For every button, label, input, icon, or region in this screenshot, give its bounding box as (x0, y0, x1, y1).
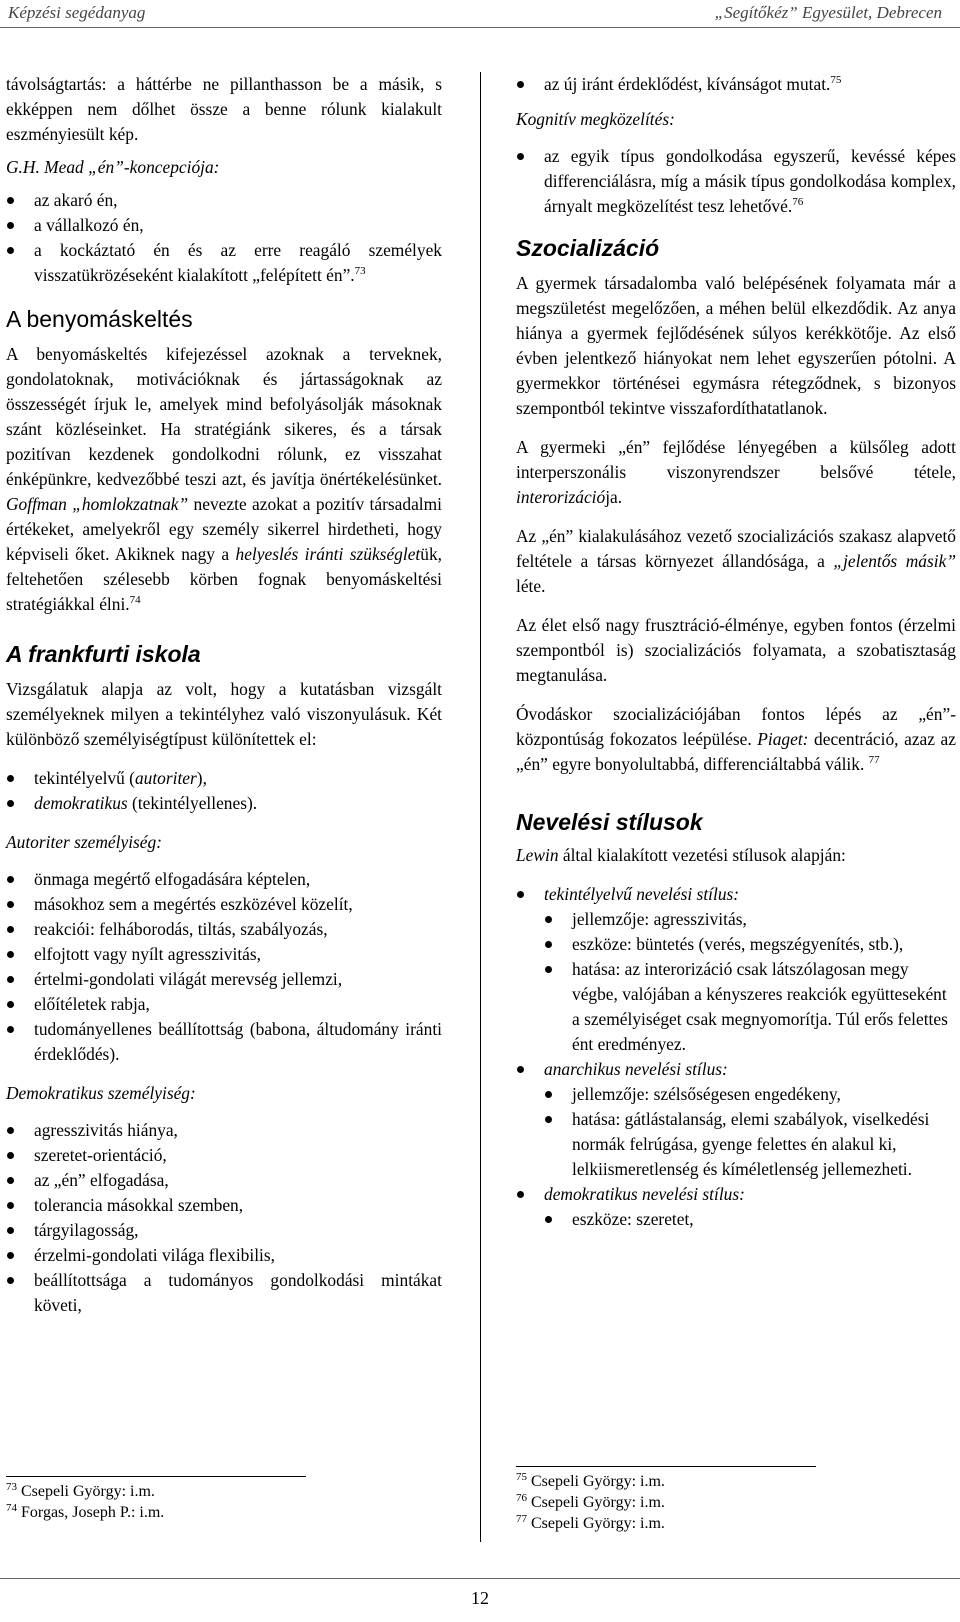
list-item: tárgyilagosság, (6, 1218, 442, 1243)
list-item: az „én” elfogadása, (6, 1168, 442, 1193)
footnote-ref: 75 (830, 74, 842, 86)
footnote: $^{76}$ Csepeli György: i.m. (516, 1492, 665, 1511)
demokratikus-list (6, 1118, 442, 1318)
list-item: eszköze: büntetés (verés, megszégyenítés, stb.), (544, 932, 956, 957)
list-item: a kockáztató én és az erre reagáló személyek visszatükrözéseként kialakított „felépített én”.$^{73}$ (6, 238, 442, 288)
list-item: szeretet-orientáció, (6, 1143, 442, 1168)
header-rule (0, 27, 960, 28)
list-item: a vállalkozó én, (6, 213, 442, 238)
szocializacio-paragraph-4: Az élet első nagy frusztráció-élménye, egyben fontos (érzelmi szempontból is) szocializációs folyamata, a szobatisztaság megtanulása. (516, 615, 956, 685)
heading-benyomaskeltes: A benyomáskeltés (6, 306, 193, 332)
page-header (0, 0, 960, 22)
szocializacio-paragraph-1: A gyermek társadalomba való belépésének folyamata már a megszületést megelőzően, a méhen belül elkezdődik. Az anya hiánya a gyermek fejlődésének súlyos kerékkötője. Az első évben jelentkező hiányokat nem lehet egyszerűen pótolni. A gyermekkor történései egymásra rétegződnek, s bizonyos szempontból tekintve visszafordíthatatlanok. (516, 273, 956, 418)
heading-szocializacio: Szocializáció (516, 235, 660, 261)
list-item: hatása: az interorizáció csak látszólagosan megy végbe, valójában a kényszeres reakciók együtteseként a személyiséget csak megnyomorítja. Túl erős felettes ént eredményez. (544, 957, 956, 1057)
list-item: jellemzője: szélsőségesen engedékeny, (544, 1082, 956, 1107)
sub-list (544, 907, 956, 1057)
footnote-ref: 77 (868, 754, 880, 766)
footer-rule (0, 1578, 960, 1579)
szocializacio-paragraph-5: Óvodáskor szocializációjában fontos lépés az „én”-központúság fokozatos leépülése. Piaget: decentráció, azaz az „én” egyre bonyolultabbá, differenciáltabbá válik. $^{77}$ (516, 704, 956, 774)
list-item: beállítottsága a tudományos gondolkodási mintákat követi, (6, 1268, 442, 1318)
sub-list (544, 1082, 956, 1182)
list-item: érzelmi-gondolati világa flexibilis, (6, 1243, 442, 1268)
footnote-ref: 73 (354, 265, 366, 277)
frankfurti-paragraph: Vizsgálatuk alapja az volt, hogy a kutatásban vizsgált személyeknek milyen a tekintélyhez való viszonyulásuk. Két különböző személyiségtípust különítettek el: (6, 679, 442, 749)
left-footnotes (6, 1476, 442, 1523)
header-right-title: „Segítőkéz” Egyesület, Debrecen (714, 3, 942, 22)
mead-list (6, 188, 442, 288)
kognitiv-list (516, 144, 956, 219)
list-item: hatása: gátlástalanság, elemi szabályok, viselkedési normák felrúgása, gyenge felettes én alakul ki, lelkiismeretlenség és kíméletlenség jellemezheti. (544, 1107, 956, 1182)
sub-list (544, 1207, 956, 1232)
footnote-ref: 76 (792, 196, 804, 208)
list-item: demokratikus nevelési stílus: eszköze: szeretet, (516, 1182, 956, 1232)
list-item: az új iránt érdeklődést, kívánságot mutat.$^{75}$ (516, 72, 956, 97)
left-column (6, 72, 442, 1318)
list-item: demokratikus (tekintélyellenes). (6, 791, 442, 816)
footnote: $^{74}$ Forgas, Joseph P.: i.m. (6, 1502, 165, 1521)
list-item: tekintélyelvű nevelési stílus: jellemzője: agresszivitás, eszköze: büntetés (verés, megszégyenítés, stb.), hatása: az interorizáció csak látszólagosan megy végbe, valójában a kényszeres reakciók együtteseként a személyiséget csak megnyomorítja. Túl erős felettes ént eredményez. (516, 882, 956, 1057)
right-column (516, 72, 956, 1232)
lewin-paragraph: Lewin által kialakított vezetési stílusok alapján: (516, 845, 846, 865)
szocializacio-paragraph-2: A gyermeki „én” fejlődése lényegében a külsőleg adott interperszonális viszonyrendszer belsővé tétele, interorizációja. (516, 437, 956, 507)
list-item: értelmi-gondolati világát merevség jellemzi, (6, 967, 442, 992)
list-item: az akaró én, (6, 188, 442, 213)
list-item: tekintélyelvű (autoriter), (6, 766, 442, 791)
right-footnotes (516, 1466, 956, 1534)
list-item: tolerancia másokkal szemben, (6, 1193, 442, 1218)
benyomaskeltes-paragraph: A benyomáskeltés kifejezéssel azoknak a terveknek, gondolatoknak, motivációknak és jártasságoknak az összességét írjuk le, amelyek mind befolyásolják másoknak szánt közléseinket. Ha stratégiánk sikeres, és a társak pozitívan kezdenek gondolkodni rólunk, ez visszahat énképünkre, kedvezőbbé teszi azt, és javítja önértékelésünket. Goffman „homlokzatnak” nevezte azokat a pozitív társadalmi értékeket, amelyekről egy személy sikerrel hirdetheti, hogy képviseli őket. Akiknek nagy a helyeslés iránti szükségletük, feltehetően szélesebb körben fognak benyomáskeltési stratégiákkal élni.$^{74}$ (6, 344, 442, 614)
footnote: $^{73}$ Csepeli György: i.m. (6, 1481, 155, 1500)
list-item: önmaga megértő elfogadására képtelen, (6, 867, 442, 892)
openness-list (516, 72, 956, 97)
footnote-rule (516, 1466, 816, 1467)
page-number: 12 (471, 1588, 489, 1608)
personality-types-list (6, 766, 442, 816)
footnote-rule (6, 1476, 306, 1477)
heading-nevelesi-stilusok: Nevelési stílusok (516, 809, 703, 835)
demokratikus-label: Demokratikus személyiség: (6, 1083, 196, 1103)
autoriter-list (6, 867, 442, 1067)
list-item: jellemzője: agresszivitás, (544, 907, 956, 932)
szocializacio-paragraph-3: Az „én” kialakulásához vezető szocializációs szakasz alapvető feltétele a társas környezet állandósága, a „jelentős másik” léte. (516, 526, 956, 596)
mead-label: G.H. Mead „én”-koncepciója: (6, 157, 220, 177)
autoriter-label: Autoriter személyiség: (6, 832, 162, 852)
intro-paragraph: távolságtartás: a háttérbe ne pillanthasson be a másik, s ekképpen nem dőlhet össze a benne rólunk kialakult eszményiesült kép. (6, 74, 442, 144)
list-item: eszköze: szeretet, (544, 1207, 956, 1232)
list-item: agresszivitás hiánya, (6, 1118, 442, 1143)
header-left-title: Képzési segédanyag (8, 3, 146, 22)
kognitiv-label: Kognitív megközelítés: (516, 109, 675, 129)
heading-frankfurti-iskola: A frankfurti iskola (6, 641, 201, 667)
column-divider (480, 72, 481, 1542)
nevelesi-stilusok-list (516, 882, 956, 1232)
footnote: $^{77}$ Csepeli György: i.m. (516, 1513, 665, 1532)
list-item: tudományellenes beállítottság (babona, áltudomány iránti érdeklődés). (6, 1017, 442, 1067)
footnote: $^{75}$ Csepeli György: i.m. (516, 1471, 665, 1490)
list-item: anarchikus nevelési stílus: jellemzője: szélsőségesen engedékeny, hatása: gátlástalanság, elemi szabályok, viselkedési normák felrúgása, gyenge felettes én alakul ki, lelkiismeretlenség és kíméletlenség jellemezheti. (516, 1057, 956, 1182)
list-item: elfojtott vagy nyílt agresszivitás, (6, 942, 442, 967)
list-item: az egyik típus gondolkodása egyszerű, kevéssé képes differenciálásra, míg a másik típus gondolkodása komplex, árnyalt megközelítést tesz lehetővé.$^{76}$ (516, 144, 956, 219)
list-item: másokhoz sem a megértés eszközével közelít, (6, 892, 442, 917)
list-item: előítéletek rabja, (6, 992, 442, 1017)
list-item: reakciói: felháborodás, tiltás, szabályozás, (6, 917, 442, 942)
footnote-ref: 74 (129, 594, 141, 606)
